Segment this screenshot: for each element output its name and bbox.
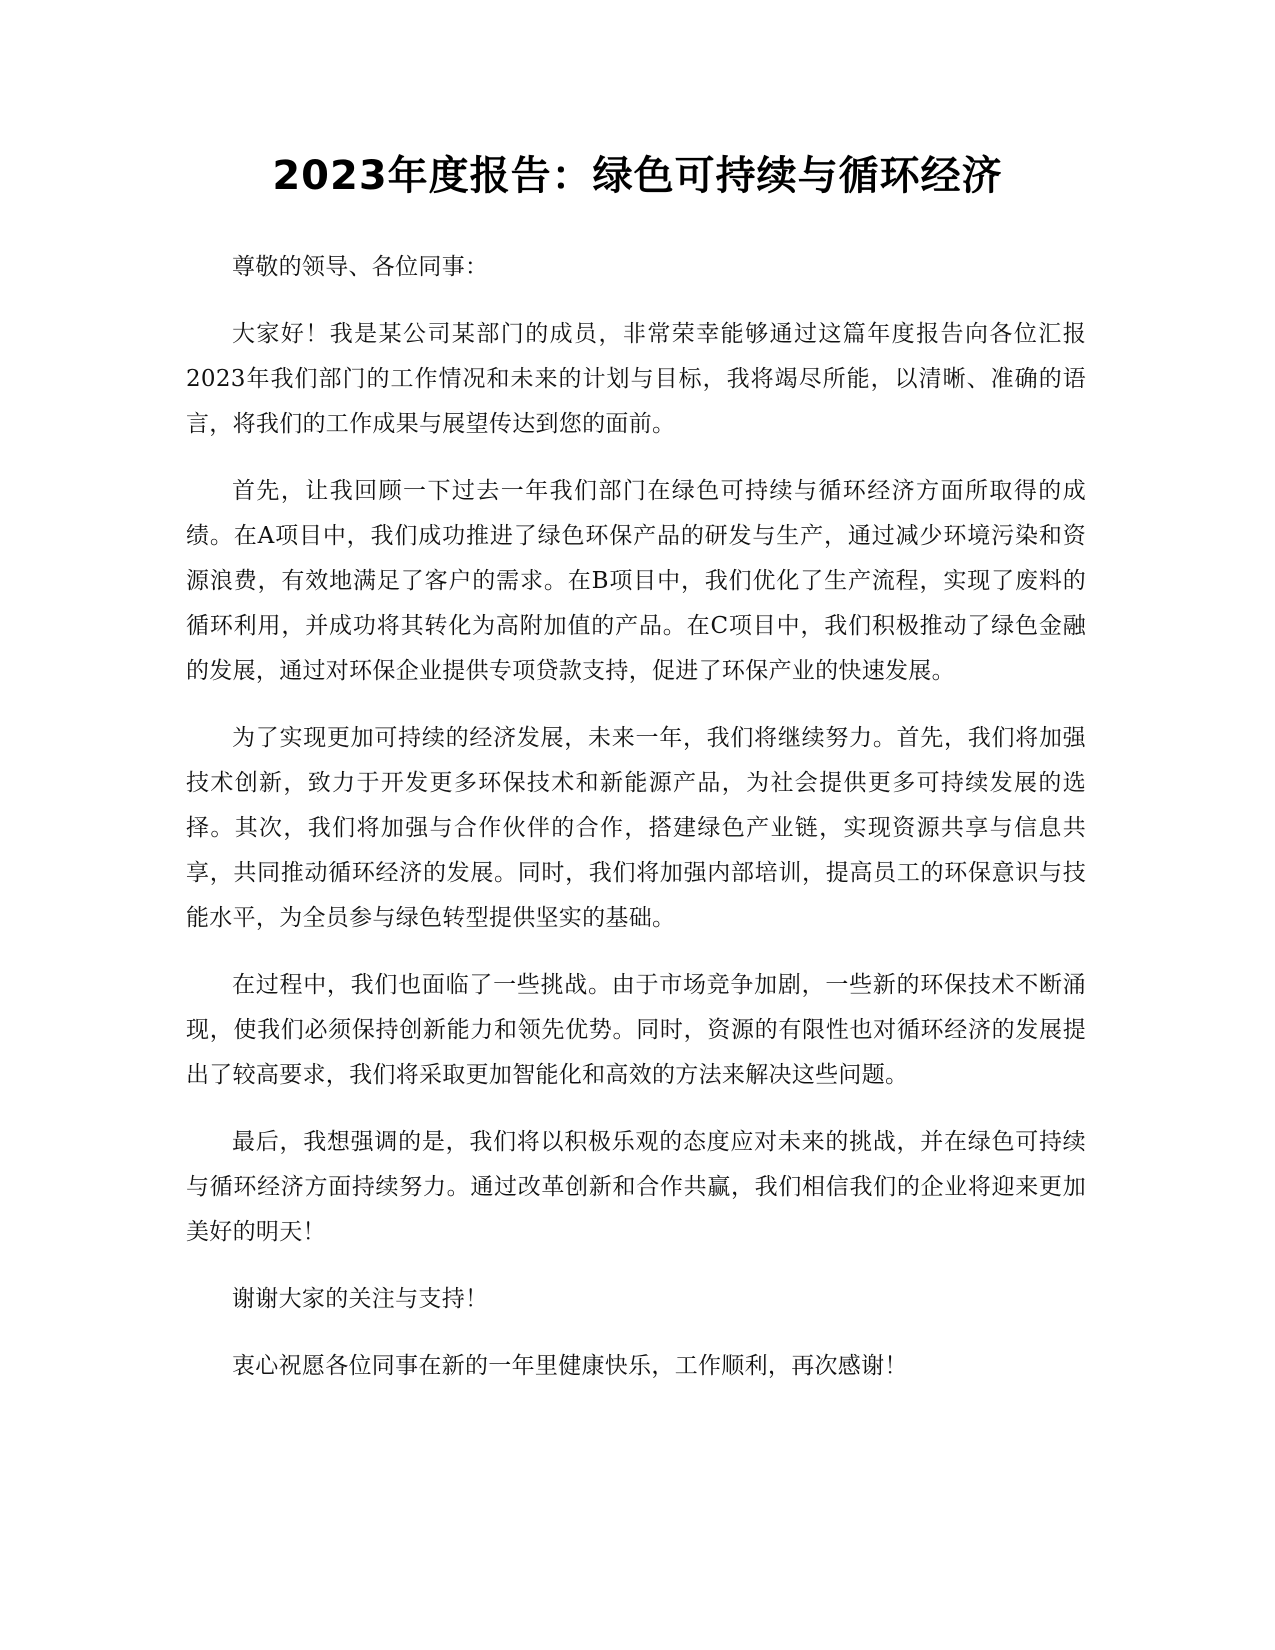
- document-title: 2023年度报告：绿色可持续与循环经济: [272, 153, 1003, 199]
- thanks-paragraph: 谢谢大家的关注与支持！: [232, 1286, 489, 1312]
- conclusion-paragraph: 最后，我想强调的是，我们将以积极乐观的态度应对未来的挑战，并在绿色可持续与循环经济方面持续努力。通过改革创新和合作共赢，我们相信我们的企业将迎来更加美好的明天！: [186, 1129, 1086, 1245]
- closing-wishes-paragraph: 衷心祝愿各位同事在新的一年里健康快乐，工作顺利，再次感谢！: [232, 1353, 908, 1379]
- intro-paragraph: 大家好！我是某公司某部门的成员，非常荣幸能够通过这篇年度报告向各位汇报2023年我们部门的工作情况和未来的计划与目标，我将竭尽所能，以清晰、准确的语言，将我们的工作成果与展望传达到您的面前。: [186, 321, 1086, 437]
- plans-paragraph: 为了实现更加可持续的经济发展，未来一年，我们将继续努力。首先，我们将加强技术创新，致力于开发更多环保技术和新能源产品，为社会提供更多可持续发展的选择。其次，我们将加强与合作伙伴的合作，搭建绿色产业链，实现资源共享与信息共享，共同推动循环经济的发展。同时，我们将加强内部培训，提高员工的环保意识与技能水平，为全员参与绿色转型提供坚实的基础。: [186, 725, 1086, 931]
- document-body: [186, 245, 1086, 1411]
- challenges-paragraph: 在过程中，我们也面临了一些挑战。由于市场竞争加剧，一些新的环保技术不断涌现，使我们必须保持创新能力和领先优势。同时，资源的有限性也对循环经济的发展提出了较高要求，我们将采取更加智能化和高效的方法来解决这些问题。: [186, 972, 1086, 1088]
- achievements-paragraph: 首先，让我回顾一下过去一年我们部门在绿色可持续与循环经济方面所取得的成绩。在A项目中，我们成功推进了绿色环保产品的研发与生产，通过减少环境污染和资源浪费，有效地满足了客户的需求。在B项目中，我们优化了生产流程，实现了废料的循环利用，并成功将其转化为高附加值的产品。在C项目中，我们积极推动了绿色金融的发展，通过对环保企业提供专项贷款支持，促进了环保产业的快速发展。: [186, 478, 1086, 684]
- salutation-paragraph: 尊敬的领导、各位同事：: [232, 254, 489, 280]
